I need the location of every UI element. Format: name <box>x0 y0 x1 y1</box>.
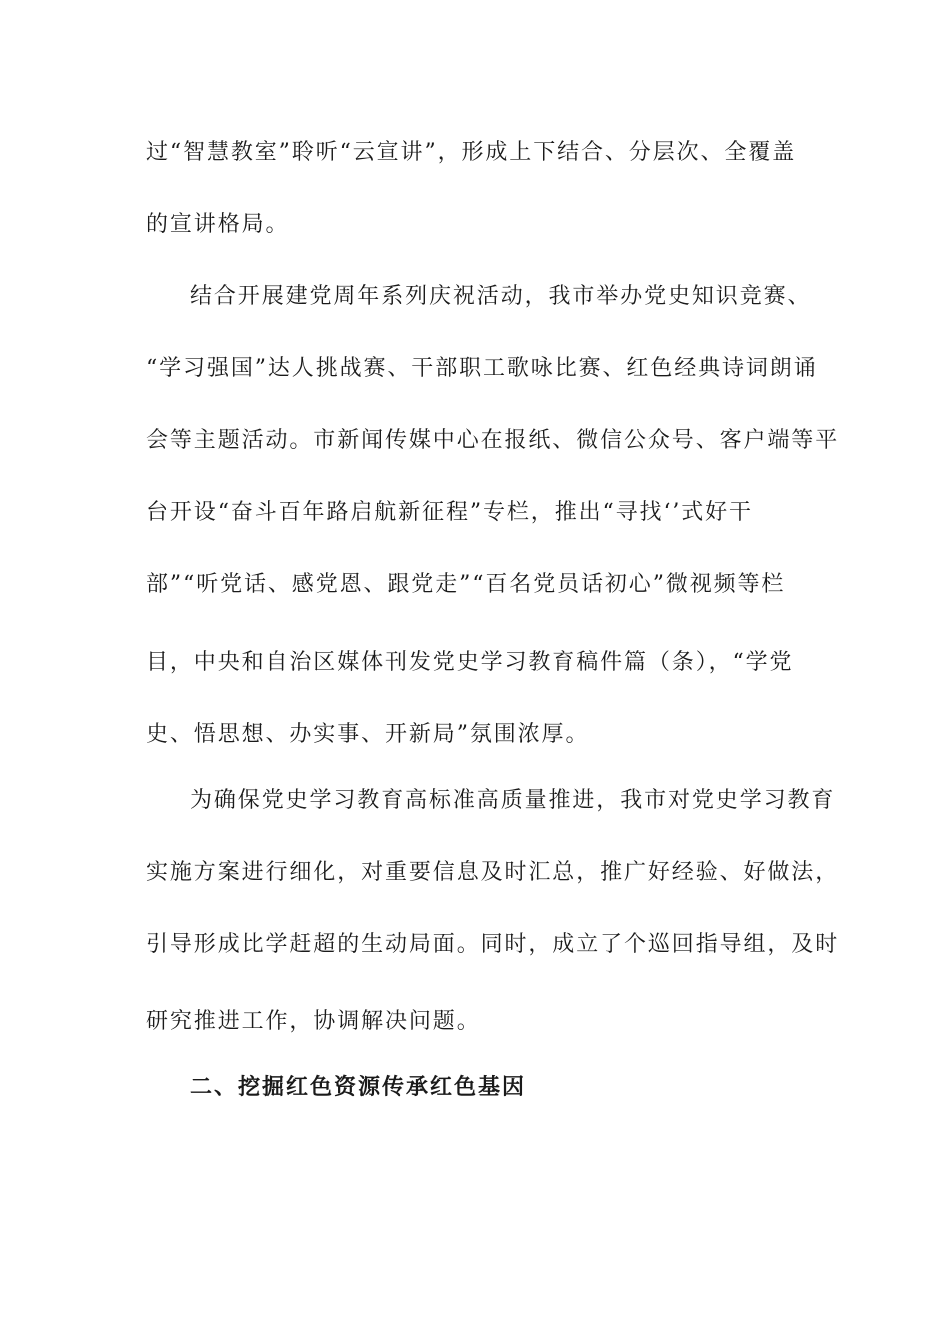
paragraph-3-line-3: 引导形成比学赶超的生动局面。同时，成立了个巡回指导组，及时 <box>146 932 840 957</box>
paragraph-3-line-2: 实施方案进行细化，对重要信息及时汇总，推广好经验、好做法， <box>146 860 840 885</box>
paragraph-2-line-6: 目，中央和自治区媒体刊发党史学习教育稿件篇（条），“学党 <box>146 650 794 675</box>
paragraph-1-line-1: 过“智慧教室”聆听“云宣讲”，形成上下结合、分层次、全覆盖 <box>146 140 797 165</box>
paragraph-2-line-4: 台开设“奋斗百年路启航新征程”专栏，推出“寻找‘’式好干 <box>146 500 753 525</box>
paragraph-2-line-3: 会等主题活动。市新闻传媒中心在报纸、微信公众号、客户端等平 <box>146 428 840 453</box>
paragraph-1-line-2: 的宣讲格局。 <box>146 212 290 237</box>
paragraph-3-line-1: 为确保党史学习教育高标准高质量推进，我市对党史学习教育 <box>190 788 836 813</box>
paragraph-2-line-5: 部”“听党话、感党恩、跟党走”“百名党员话初心”微视频等栏 <box>146 572 786 597</box>
paragraph-3-line-4: 研究推进工作，协调解决问题。 <box>146 1009 481 1034</box>
paragraph-2-line-1: 结合开展建党周年系列庆祝活动，我市举办党史知识竞赛、 <box>190 284 812 309</box>
section-heading: 二、挖掘红色资源传承红色基因 <box>190 1074 527 1100</box>
paragraph-2-line-7: 史、悟思想、办实事、开新局”氛围浓厚。 <box>146 722 590 747</box>
paragraph-2-line-2: “学习强国”达人挑战赛、干部职工歌咏比赛、红色经典诗词朗诵 <box>146 356 818 381</box>
